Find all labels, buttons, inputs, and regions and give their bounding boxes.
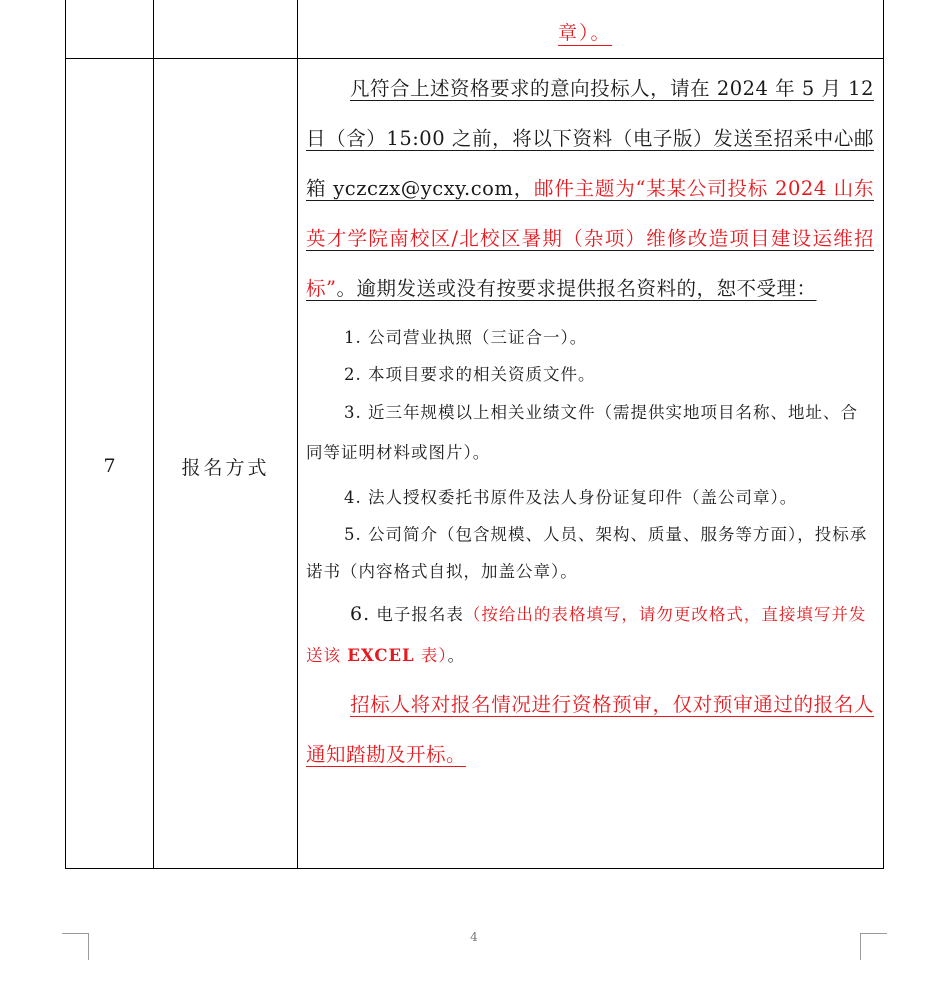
row-label: 报名方式	[181, 457, 270, 479]
table-border-bottom	[65, 868, 884, 869]
previous-row-continuation: 章）。	[558, 22, 612, 44]
list-item: 4. 法人授权委托书原件及法人身份证复印件（盖公司章）。	[344, 488, 798, 507]
table-border-col1	[153, 0, 154, 869]
table-border-col2	[297, 0, 298, 869]
intro-text-a: 凡符合上述资格要求的意向投标人，请在 2024 年 5 月 12 日（含）15:00 之前，将以下资料（电子版）发送至招采中心邮箱 yczczx@ycxy.com，	[306, 77, 874, 200]
page-number: 4	[470, 930, 478, 944]
item6-number: 6.	[350, 603, 371, 625]
closing-paragraph	[306, 680, 874, 780]
list-item: 5. 公司简介（包含规模、人员、架构、质量、服务等方面），投标承诺书（内容格式自拟，加盖公章）。	[306, 525, 868, 581]
list-item: 2. 本项目要求的相关资质文件。	[344, 365, 596, 384]
list-item: 3. 近三年规模以上相关业绩文件（需提供实地项目名称、地址、合同等证明材料或图片）。	[306, 403, 858, 462]
item6-label: 电子报名表	[376, 605, 464, 624]
closing-text: 招标人将对报名情况进行资格预审，仅对预审通过的报名人通知踏勘及开标。	[306, 693, 874, 766]
row-divider	[65, 58, 884, 59]
table-border-right	[883, 0, 884, 869]
list-item-6: 6. 电子报名表（按给出的表格填写，请勿更改格式，直接填写并发送该 EXCEL 表）。	[306, 603, 867, 665]
intro-text-b: 。逾期发送或没有按要求提供报名资料的，恕不受理：	[336, 277, 817, 300]
item6-note: （按给出的表格填写，请勿更改格式，直接填写并发送该 EXCEL 表）	[306, 605, 867, 665]
table-border-left	[65, 0, 66, 869]
email-subject-text: 邮件主题为“某某公司投标 2024 山东英才学院南校区/北校区暑期（杂项）维修改造项目建设运维招标”	[306, 177, 874, 300]
intro-paragraph	[306, 64, 874, 314]
row-content	[306, 64, 874, 780]
row-number: 7	[103, 455, 116, 477]
list-item: 1. 公司营业执照（三证合一）。	[344, 328, 588, 347]
